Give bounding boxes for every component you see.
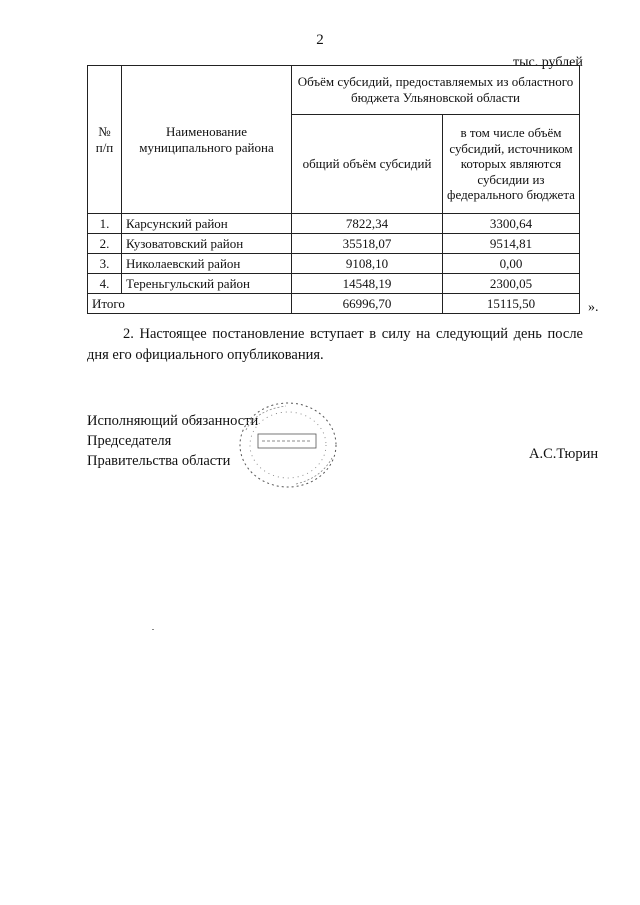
total-row [88, 294, 580, 314]
table-row [88, 274, 580, 294]
signer-name: А.С.Тюрин [529, 446, 599, 462]
page-number: 2 [316, 32, 324, 48]
scan-speck [152, 629, 154, 630]
row-number: 4. [88, 274, 122, 294]
header-total-volume: общий объём субсидий [292, 115, 443, 214]
units-label: тыс. рублей [513, 55, 583, 70]
district-name: Николаевский район [122, 254, 292, 274]
official-seal-stamp [236, 400, 340, 490]
grand-federal-value: 15115,50 [443, 294, 580, 314]
total-value: 9108,10 [292, 254, 443, 274]
effective-date-paragraph [87, 324, 583, 366]
header-district-name: Наименование муниципального района [122, 66, 292, 214]
table-row [88, 234, 580, 254]
federal-value: 9514,81 [443, 234, 580, 254]
total-value: 35518,07 [292, 234, 443, 254]
federal-value: 3300,64 [443, 214, 580, 234]
total-value: 7822,34 [292, 214, 443, 234]
signature-block [87, 411, 258, 471]
district-name: Карсунский район [122, 214, 292, 234]
closing-quote: ». [588, 300, 599, 315]
signature-line-chairman: Председателя [87, 433, 172, 449]
header-subsidy-volume: Объём субсидий, предоставляемых из областного бюджета Ульяновской области [292, 66, 580, 115]
row-number: 1. [88, 214, 122, 234]
district-name: Кузоватовский район [122, 234, 292, 254]
federal-value: 0,00 [443, 254, 580, 274]
total-value: 14548,19 [292, 274, 443, 294]
grand-total-value: 66996,70 [292, 294, 443, 314]
district-name: Тереньгульский район [122, 274, 292, 294]
signature-line-government: Правительства области [87, 453, 231, 469]
paragraph-text: 2. Настоящее постановление вступает в силу на следующий день после дня его официального опубликования. [87, 326, 583, 363]
subsidies-table [87, 65, 580, 314]
table-row [88, 254, 580, 274]
header-federal-volume: в том числе объём субсидий, источником которых являются субсидии из федерального бюджета [443, 115, 580, 214]
table-row [88, 214, 580, 234]
row-number: 2. [88, 234, 122, 254]
header-num: № п/п [88, 66, 122, 214]
row-number: 3. [88, 254, 122, 274]
total-label: Итого [88, 294, 292, 314]
signature-line-position: Исполняющий обязанности [87, 413, 259, 429]
federal-value: 2300,05 [443, 274, 580, 294]
